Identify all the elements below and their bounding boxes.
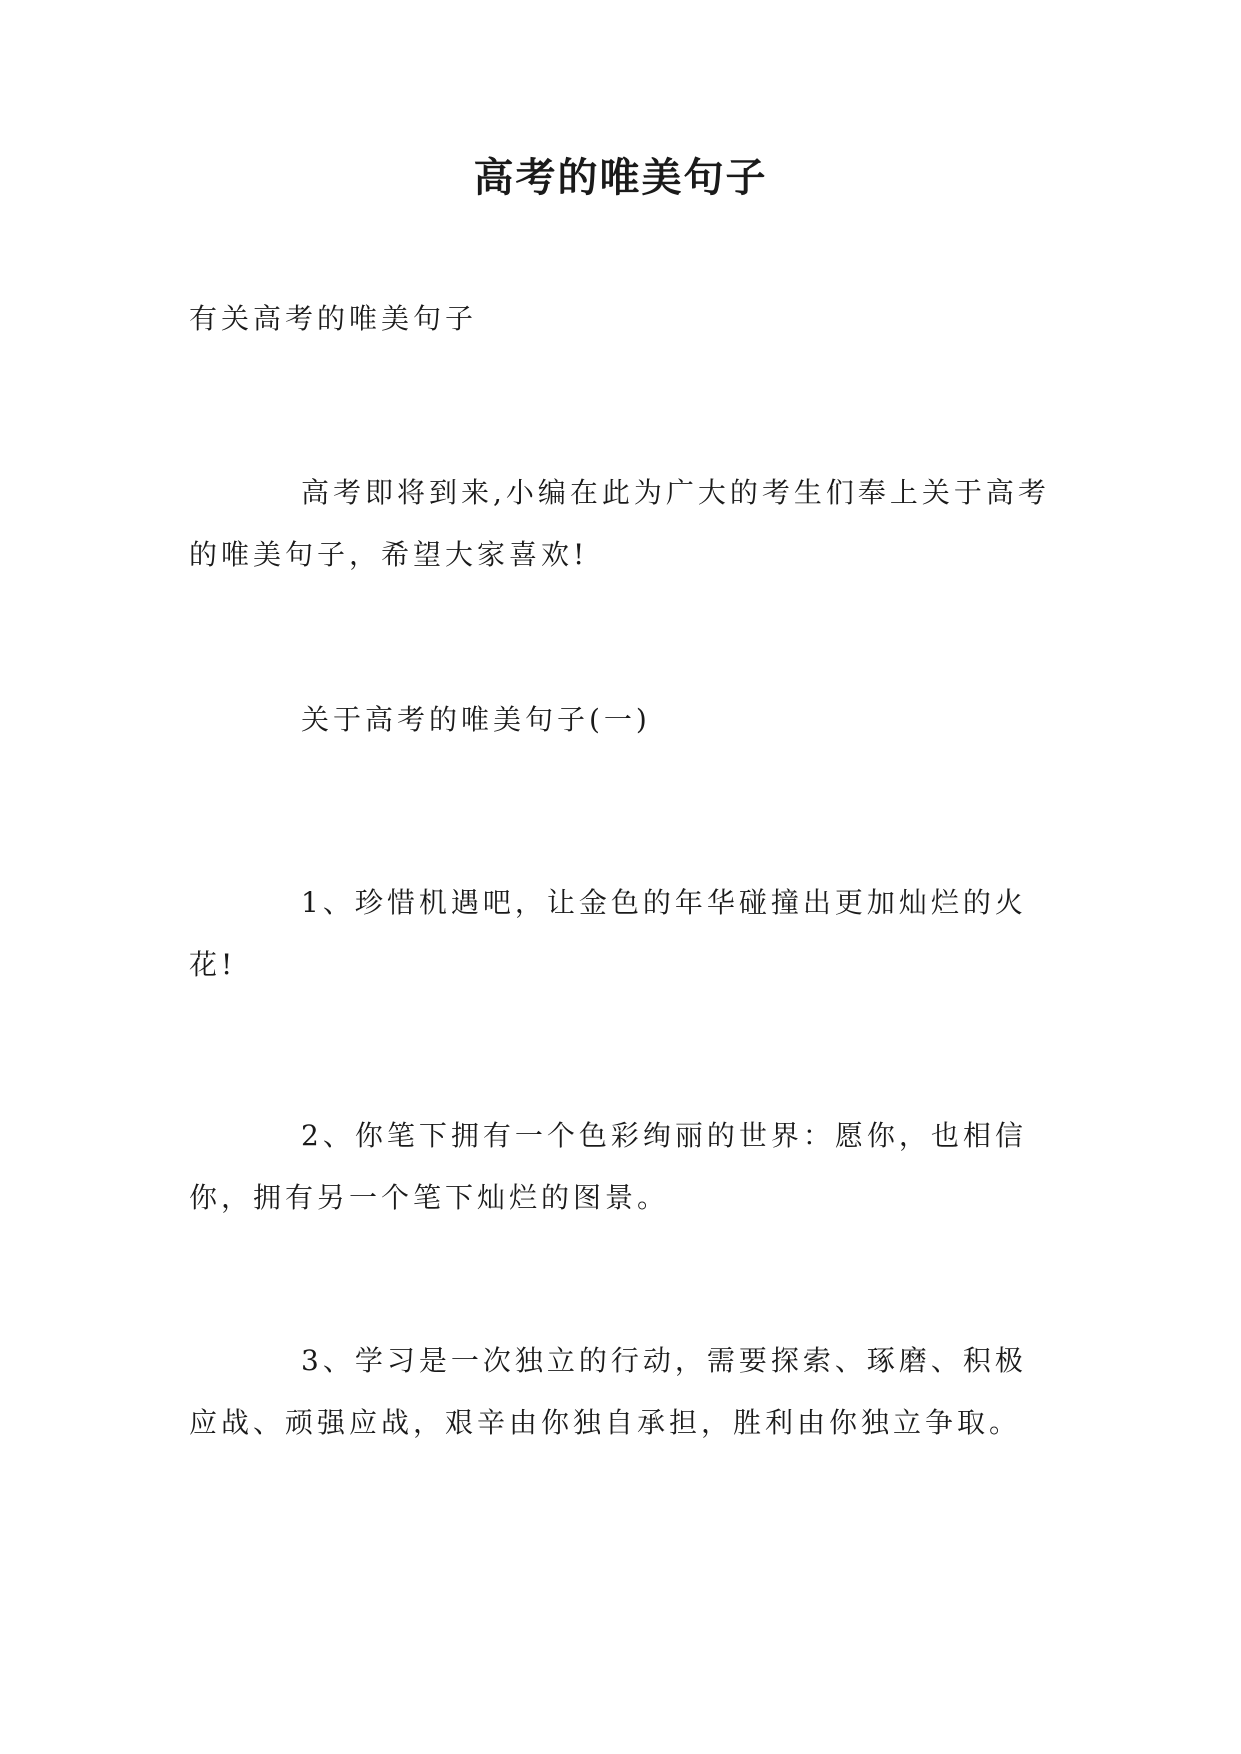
document-subtitle: 有关高考的唯美句子	[189, 302, 478, 335]
intro-paragraph: 高考即将到来,小编在此为广大的考生们奉上关于高考的唯美句子，希望大家喜欢!	[189, 476, 1050, 571]
list-item: 3、学习是一次独立的行动，需要探索、琢磨、积极应战、顽强应战，艰辛由你独自承担，胜利由你独立争取。	[189, 1344, 1027, 1439]
list-item: 1、珍惜机遇吧，让金色的年华碰撞出更加灿烂的火花!	[189, 886, 1027, 981]
list-item: 2、你笔下拥有一个色彩绚丽的世界：愿你，也相信你，拥有另一个笔下灿烂的图景。	[189, 1119, 1027, 1214]
document-title: 高考的唯美句子	[473, 155, 768, 201]
section-heading: 关于高考的唯美句子(一)	[301, 703, 651, 736]
